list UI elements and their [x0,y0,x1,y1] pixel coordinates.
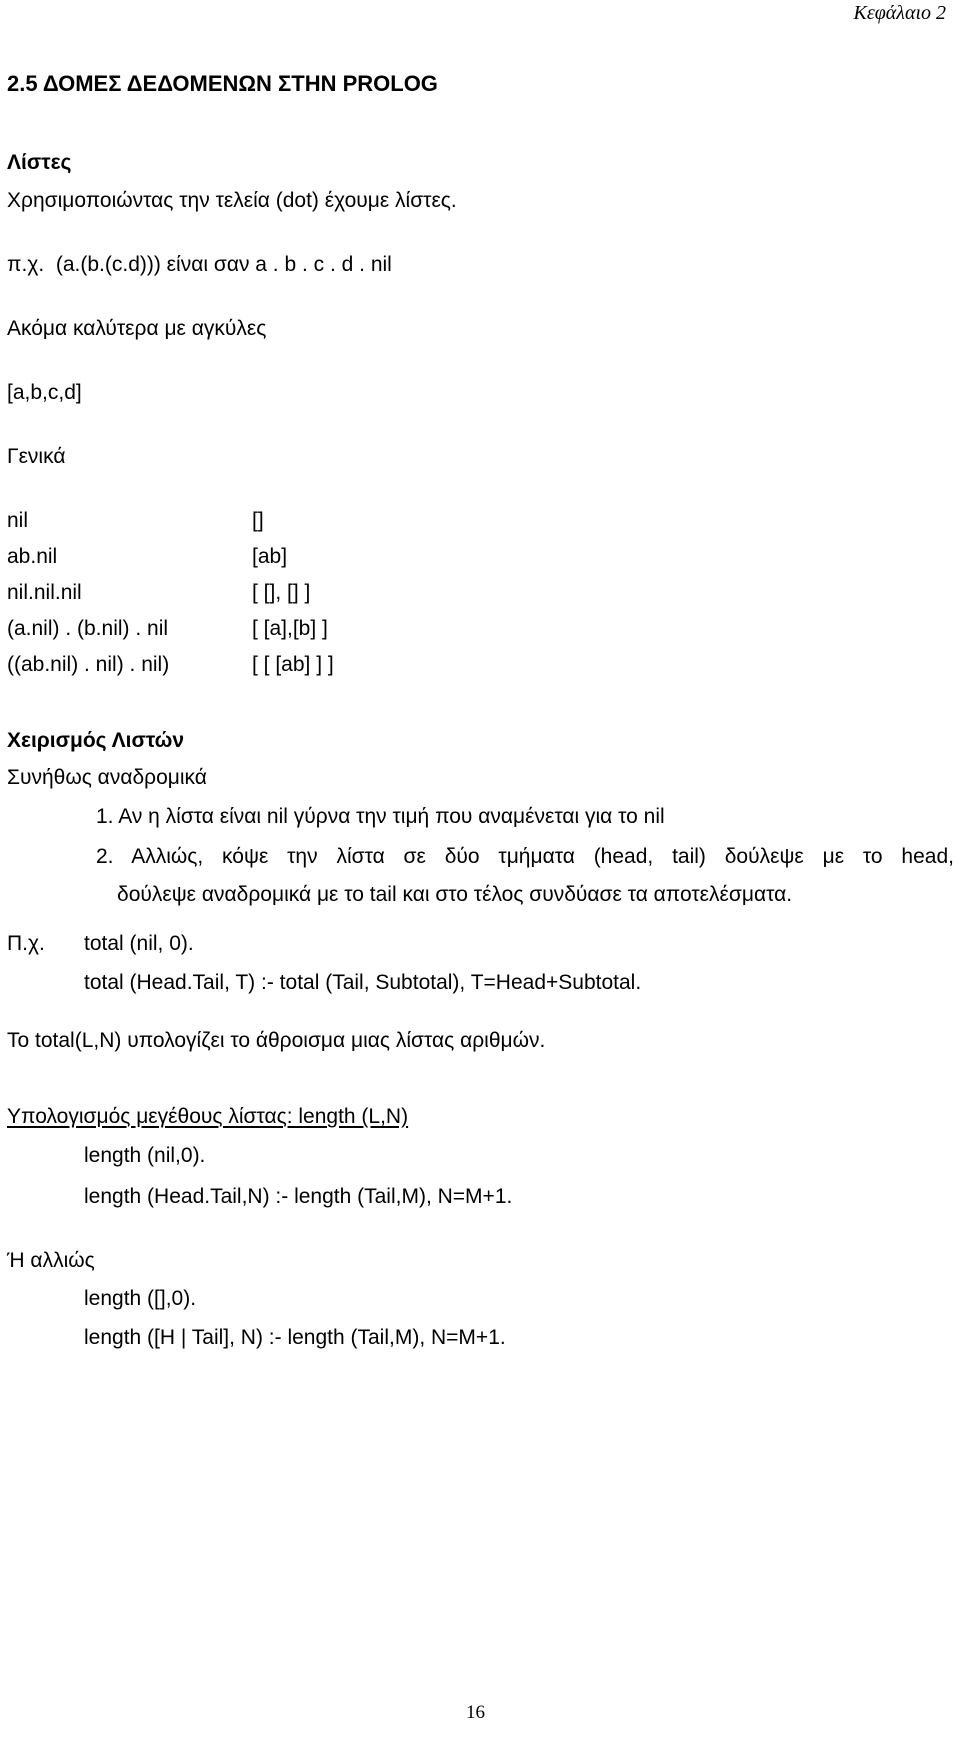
alternative-label: Ή αλλιώς [7,1249,95,1272]
dot-notation-cell: ((ab.nil) . nil) . nil) [7,653,170,676]
step-item-1: 1. Αν η λίστα είναι nil γύρνα την τιμή που αναμένεται για το nil [96,805,665,828]
length-heading: Υπολογισμός μεγέθους λίστας: length (L,N) [7,1105,409,1128]
dot-notation-cell: ab.nil [7,545,58,568]
code-line: total (nil, 0). [84,932,194,955]
dot-notation-cell: (a.nil) . (b.nil) . nil [7,617,169,640]
bracket-notation-cell: [ [], [] ] [252,581,311,604]
page-number: 16 [466,1702,485,1723]
bracket-notation-cell: [ [a],[b] ] [252,617,328,640]
step-item-2: 2. Αλλιώς, κόψε την λίστα σε δύο τμήματα (head, tail) δούλεψε με το head, [96,845,954,868]
lists-general: Γενικά [7,445,66,468]
lists-bracket-example: [a,b,c,d] [7,381,82,404]
step-item-2-continuation: δούλεψε αναδρομικά με το tail και στο τέλος συνδύασε τα αποτελέσματα. [117,883,793,906]
code-line: length ([],0). [84,1287,197,1310]
total-summary: Το total(L,N) υπολογίζει το άθροισμα μιας λίστας αριθμών. [7,1029,546,1052]
bracket-notation-cell: [ab] [252,545,288,568]
bracket-notation-cell: [ [ [ab] ] ] [252,653,334,676]
code-line: length (Head.Tail,N) :- length (Tail,M), N=M+1. [84,1185,513,1208]
handling-heading: Χειρισμός Λιστών [7,729,185,752]
handling-subheading: Συνήθως αναδρομικά [7,766,207,789]
lists-better: Ακόμα καλύτερα με αγκύλες [7,317,267,340]
dot-notation-cell: nil.nil.nil [7,581,82,604]
lists-intro: Χρησιμοποιώντας την τελεία (dot) έχουμε λίστες. [7,189,457,212]
lists-example: π.χ. (a.(b.(c.d))) είναι σαν a . b . c . d . nil [7,253,392,276]
code-line: length (nil,0). [84,1144,206,1167]
lists-heading: Λίστες [7,151,72,174]
chapter-header: Κεφάλαιο 2 [853,2,946,24]
bracket-notation-cell: [] [252,509,264,532]
dot-notation-cell: nil [7,509,29,532]
example-label: Π.χ. [7,932,45,955]
code-line: length ([H | Tail], N) :- length (Tail,M), N=M+1. [84,1326,506,1349]
code-line: total (Head.Tail, T) :- total (Tail, Subtotal), T=Head+Subtotal. [84,971,642,994]
section-title: 2.5 ΔΟΜΕΣ ΔΕΔΟΜΕΝΩΝ ΣΤΗΝ PROLOG [7,71,438,96]
